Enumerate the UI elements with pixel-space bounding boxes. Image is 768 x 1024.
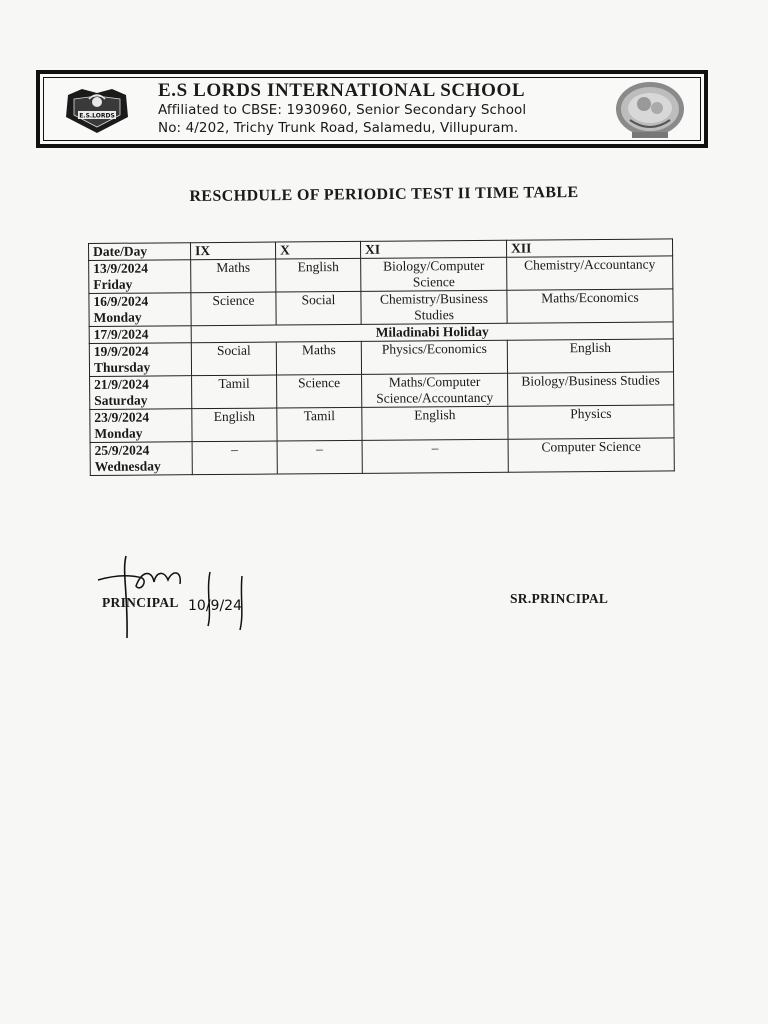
subject-x: Tamil bbox=[277, 407, 362, 441]
table-row bbox=[90, 438, 674, 476]
date-cell bbox=[89, 293, 191, 327]
signature-date: 10/9/24 bbox=[188, 598, 242, 614]
day-text: Monday bbox=[93, 309, 142, 325]
affiliation-seal-logo bbox=[612, 80, 688, 142]
subject-xii: Chemistry/Accountancy bbox=[507, 256, 673, 290]
subject-xi: Maths/Computer Science/Accountancy bbox=[362, 373, 508, 407]
header-ix: IX bbox=[191, 242, 276, 260]
subject-xii: English bbox=[507, 339, 673, 373]
timetable bbox=[88, 238, 675, 476]
table-row bbox=[90, 405, 674, 443]
day-text: Thursday bbox=[93, 359, 151, 375]
date-text: 21/9/2024 bbox=[94, 376, 149, 392]
letterhead bbox=[36, 70, 708, 148]
subject-ix: Maths bbox=[191, 259, 276, 293]
date-cell bbox=[90, 409, 192, 443]
subject-x: English bbox=[276, 258, 361, 292]
day-text: Friday bbox=[93, 276, 133, 292]
principal-label: PRINCIPAL bbox=[102, 595, 179, 610]
subject-xi: English bbox=[362, 406, 508, 440]
table-row bbox=[89, 256, 673, 294]
subject-xi: Chemistry/Business Studies bbox=[361, 290, 507, 324]
sr-principal-label: SR.PRINCIPAL bbox=[510, 591, 609, 606]
subject-xii: Biology/Business Studies bbox=[508, 372, 674, 406]
date-text: 23/9/2024 bbox=[94, 409, 150, 425]
school-affiliation: Affiliated to CBSE: 1930960, Senior Secondary School bbox=[158, 102, 527, 118]
subject-ix: Tamil bbox=[192, 375, 277, 409]
header-date-day: Date/Day bbox=[89, 243, 191, 261]
date-text: 17/9/2024 bbox=[93, 326, 149, 342]
subject-xi: – bbox=[362, 439, 508, 473]
table-row bbox=[89, 339, 673, 377]
date-text: 19/9/2024 bbox=[93, 343, 149, 359]
header-xi: XI bbox=[360, 240, 506, 258]
subject-ix: Social bbox=[191, 342, 276, 376]
school-crest-logo bbox=[62, 87, 132, 135]
date-cell bbox=[89, 326, 191, 344]
date-cell bbox=[90, 376, 192, 410]
header-xii: XII bbox=[506, 239, 672, 257]
subject-xi: Biology/Computer Science bbox=[361, 257, 507, 291]
subject-xii: Computer Science bbox=[508, 438, 674, 472]
date-text: 16/9/2024 bbox=[93, 293, 149, 309]
subject-x: Social bbox=[276, 291, 361, 325]
subject-ix: Science bbox=[191, 292, 276, 326]
school-name: E.S LORDS INTERNATIONAL SCHOOL bbox=[158, 80, 526, 101]
timetable-wrapper bbox=[88, 238, 674, 476]
day-text: Wednesday bbox=[94, 458, 161, 474]
date-text: 25/9/2024 bbox=[94, 442, 150, 458]
day-text: Monday bbox=[94, 425, 143, 441]
date-text: 13/9/2024 bbox=[93, 260, 149, 276]
svg-text:E.S.LORDS: E.S.LORDS bbox=[79, 112, 115, 120]
date-cell bbox=[89, 260, 191, 294]
subject-x: – bbox=[277, 440, 362, 474]
date-cell bbox=[90, 442, 192, 476]
date-cell bbox=[89, 343, 191, 377]
day-text: Saturday bbox=[94, 392, 148, 408]
document-title: RESCHDULE OF PERIODIC TEST II TIME TABLE bbox=[189, 183, 579, 206]
subject-x: Science bbox=[277, 374, 362, 408]
school-address: No: 4/202, Trichy Trunk Road, Salamedu, Villupuram. bbox=[158, 120, 519, 136]
subject-xi: Physics/Economics bbox=[361, 340, 507, 374]
table-row bbox=[90, 372, 674, 410]
subject-ix: – bbox=[192, 441, 277, 475]
header-x: X bbox=[275, 241, 360, 259]
subject-x: Maths bbox=[276, 341, 361, 375]
holiday-label: Miladinabi Holiday bbox=[191, 322, 673, 343]
table-row bbox=[89, 289, 673, 327]
subject-ix: English bbox=[192, 408, 277, 442]
subject-xii: Physics bbox=[508, 405, 674, 439]
subject-xii: Maths/Economics bbox=[507, 289, 673, 323]
